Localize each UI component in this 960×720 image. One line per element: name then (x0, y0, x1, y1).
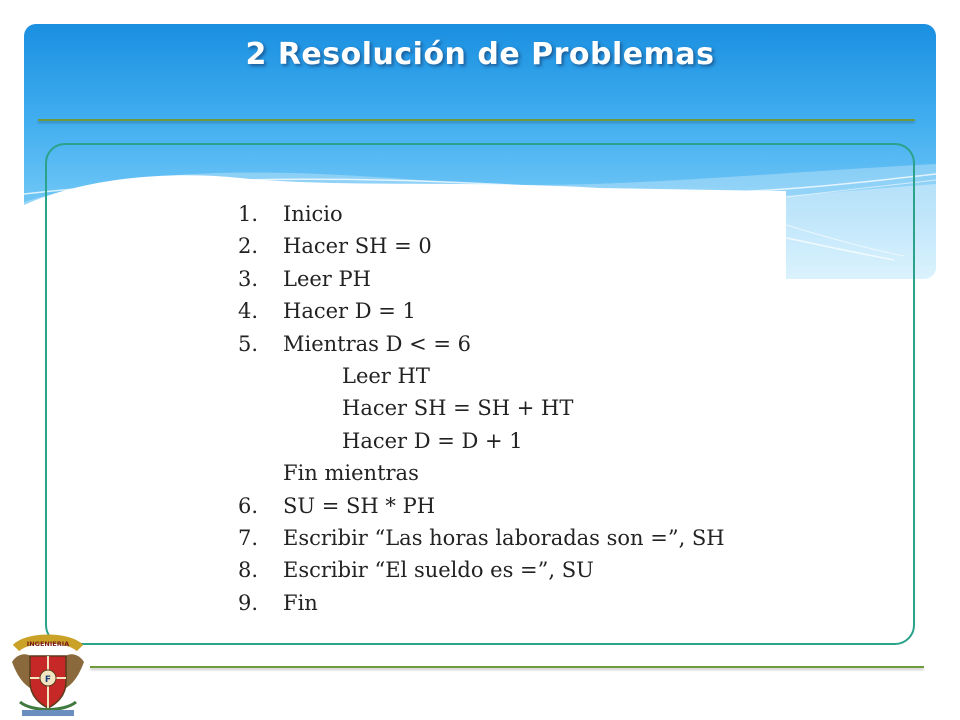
algorithm-step (238, 587, 725, 619)
algorithm-loop-end (238, 457, 725, 489)
footer-divider (90, 666, 924, 668)
algorithm-substep (238, 392, 725, 424)
step-text: Leer HT (342, 363, 430, 388)
algorithm-substep (238, 360, 725, 392)
step-text: Escribir “El sueldo es =”, SU (283, 558, 594, 583)
algorithm-steps (238, 198, 725, 619)
step-text: SU = SH * PH (283, 493, 436, 518)
step-number: 7. (238, 525, 259, 550)
algorithm-step (238, 198, 725, 230)
step-number: 3. (238, 266, 259, 291)
step-number: 1. (238, 202, 259, 226)
step-text: Hacer SH = SH + HT (342, 396, 574, 421)
algorithm-substep (238, 425, 725, 457)
step-text: Fin (283, 590, 318, 615)
algorithm-step (238, 554, 725, 586)
step-text: Leer PH (283, 266, 371, 291)
svg-text:F: F (44, 675, 52, 685)
step-text: Mientras D < = 6 (283, 331, 472, 356)
header-divider (38, 119, 915, 121)
step-number: 6. (238, 493, 259, 518)
algorithm-step (238, 522, 725, 554)
step-number: 9. (238, 590, 259, 615)
step-text: Hacer SH = 0 (283, 234, 432, 259)
step-number: 5. (238, 331, 259, 356)
step-text: Fin mientras (283, 461, 419, 486)
algorithm-step (238, 230, 725, 262)
step-text: Escribir “Las horas laboradas son =”, SH (283, 525, 725, 550)
step-number: 4. (238, 299, 259, 324)
algorithm-step (238, 328, 725, 360)
slide-title: 2 Resolución de Problemas (245, 37, 715, 72)
step-number: 2. (238, 234, 259, 259)
step-number: 8. (238, 558, 259, 583)
algorithm-step (238, 295, 725, 327)
step-text: Hacer D = D + 1 (342, 428, 523, 453)
step-text: Inicio (283, 202, 343, 226)
algorithm-step (238, 490, 725, 522)
step-text: Hacer D = 1 (283, 299, 416, 324)
logo-label: INGENIERIA (26, 640, 70, 648)
algorithm-step (238, 263, 725, 295)
faculty-shield-logo (8, 634, 88, 718)
